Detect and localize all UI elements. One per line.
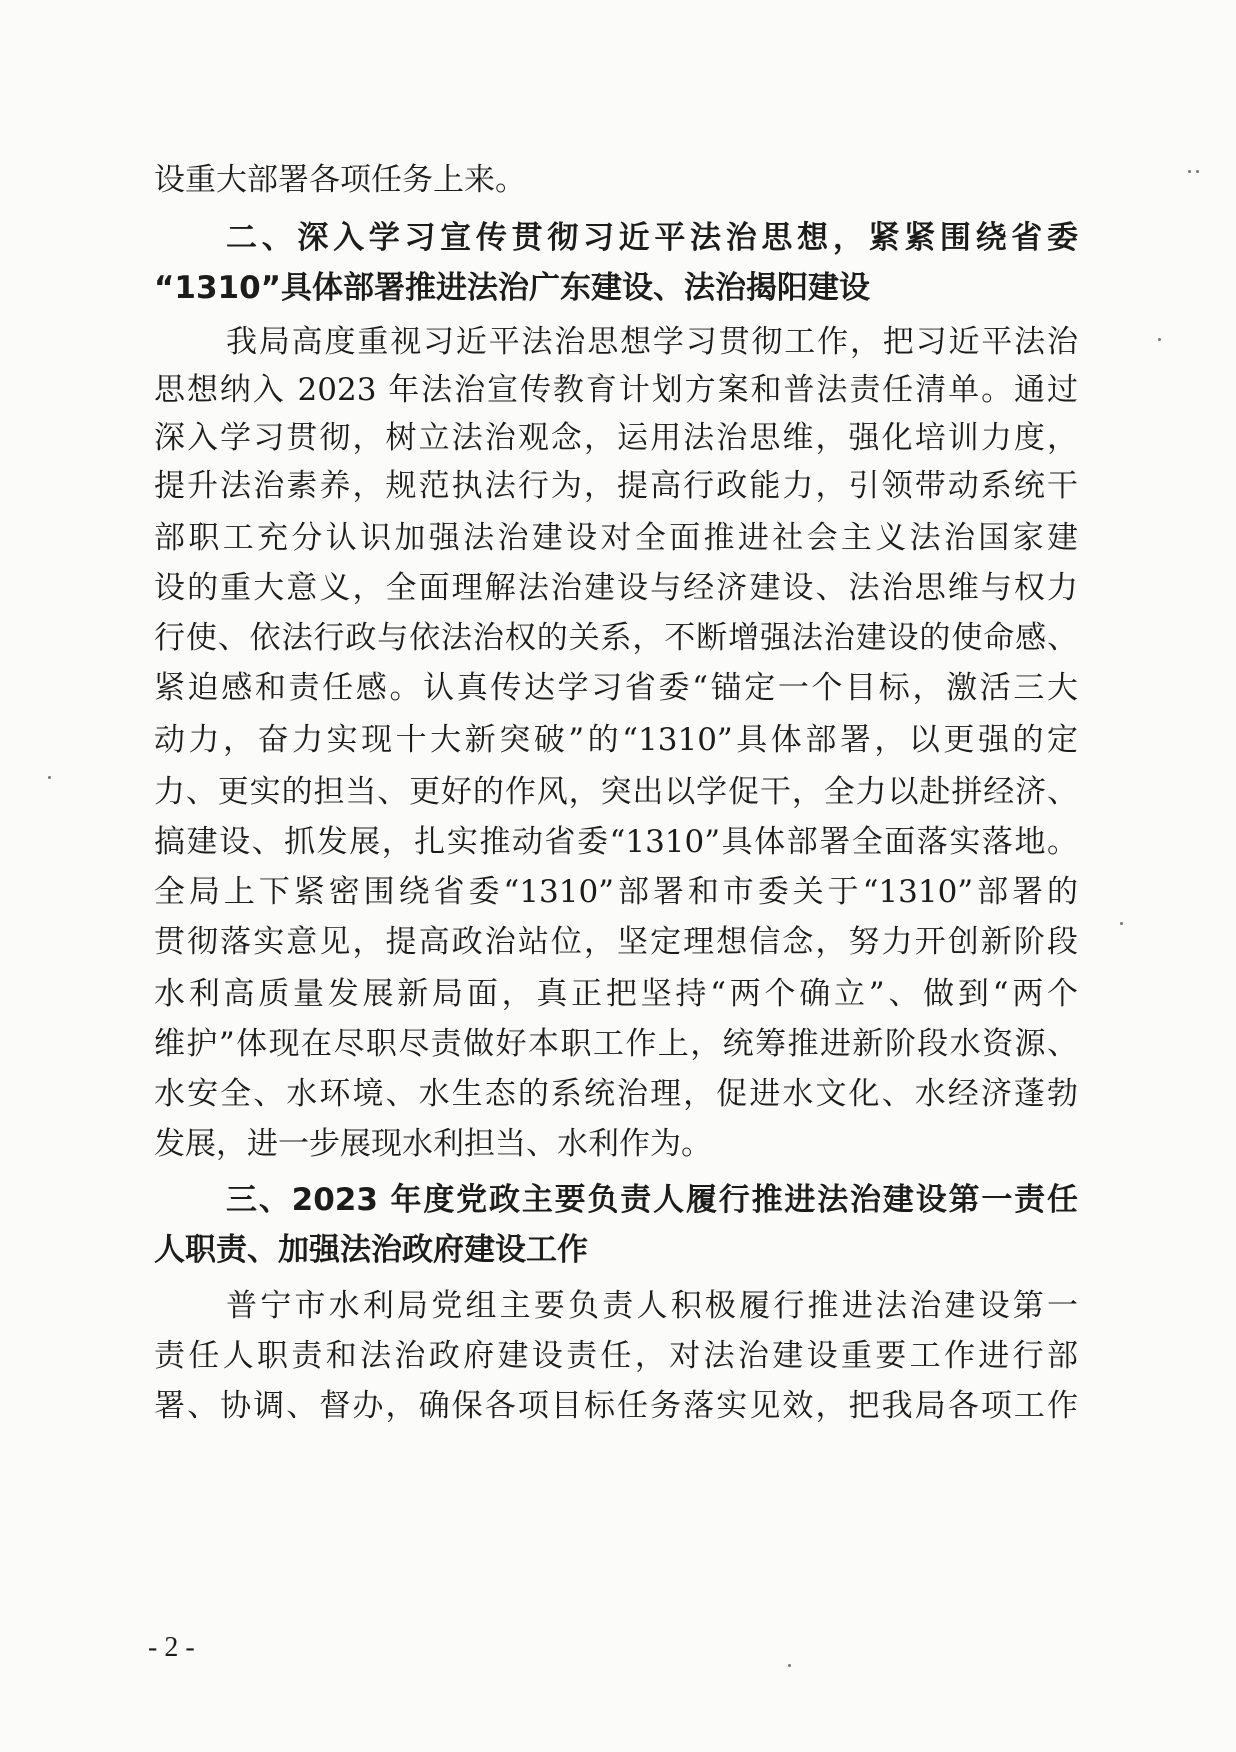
scan-speck	[1196, 170, 1199, 173]
body-text-line: 发展，进一步展现水利担当、水利作为。	[154, 1126, 712, 1162]
body-text-line: 设重大部署各项任务上来。	[154, 162, 526, 198]
scan-speck	[788, 1664, 791, 1667]
scan-speck	[1120, 922, 1123, 925]
body-text-line: 提升法治素养，规范执法行为，提高行政能力，引领带动系统干	[154, 468, 1078, 504]
section-heading-2-line-2: “1310”具体部署推进法治广东建设、法治揭阳建设	[154, 270, 871, 306]
scan-speck	[48, 776, 51, 779]
body-text-line: 普宁市水利局党组主要负责人积极履行推进法治建设第一	[226, 1288, 1078, 1324]
body-text-line: 思想纳入 2023 年法治宣传教育计划方案和普法责任清单。通过	[154, 372, 1078, 408]
section-heading-3-line-1: 三、2023 年度党政主要负责人履行推进法治建设第一责任	[226, 1182, 1078, 1218]
body-text-line: 力、更实的担当、更好的作风，突出以学促干，全力以赴拼经济、	[154, 774, 1078, 810]
body-text-line: 署、协调、督办，确保各项目标任务落实见效，把我局各项工作	[154, 1388, 1078, 1424]
body-text-line: 水安全、水环境、水生态的系统治理，促进水文化、水经济蓬勃	[154, 1076, 1078, 1112]
body-text-line: 全局上下紧密围绕省委“1310”部署和市委关于“1310”部署的	[154, 874, 1078, 910]
body-text-line: 动力，奋力实现十大新突破”的“1310”具体部署，以更强的定	[154, 722, 1078, 758]
body-text-line: 设的重大意义，全面理解法治建设与经济建设、法治思维与权力	[154, 570, 1078, 606]
scan-speck	[1188, 170, 1191, 173]
body-text-line: 紧迫感和责任感。认真传达学习省委“锚定一个目标，激活三大	[154, 670, 1078, 706]
body-text-line: 责任人职责和法治政府建设责任，对法治建设重要工作进行部	[154, 1338, 1078, 1374]
body-text-line: 维护”体现在尽职尽责做好本职工作上，统筹推进新阶段水资源、	[154, 1026, 1078, 1062]
body-text-line: 我局高度重视习近平法治思想学习贯彻工作，把习近平法治	[226, 324, 1078, 360]
body-text-line: 搞建设、抓发展，扎实推动省委“1310”具体部署全面落实落地。	[154, 824, 1078, 860]
section-heading-3-line-2: 人职责、加强法治政府建设工作	[154, 1232, 588, 1268]
scan-speck	[1158, 338, 1161, 341]
body-text-line: 部职工充分认识加强法治建设对全面推进社会主义法治国家建	[154, 520, 1078, 556]
body-text-line: 深入学习贯彻，树立法治观念，运用法治思维，强化培训力度，	[154, 420, 1078, 456]
page-number: - 2 -	[148, 1632, 195, 1663]
section-heading-2-line-1: 二、深入学习宣传贯彻习近平法治思想，紧紧围绕省委	[226, 220, 1078, 256]
body-text-line: 水利高质量发展新局面，真正把坚持“两个确立”、做到“两个	[154, 976, 1078, 1012]
body-text-line: 行使、依法行政与依法治权的关系，不断增强法治建设的使命感、	[154, 620, 1078, 656]
body-text-line: 贯彻落实意见，提高政治站位，坚定理想信念，努力开创新阶段	[154, 924, 1078, 960]
